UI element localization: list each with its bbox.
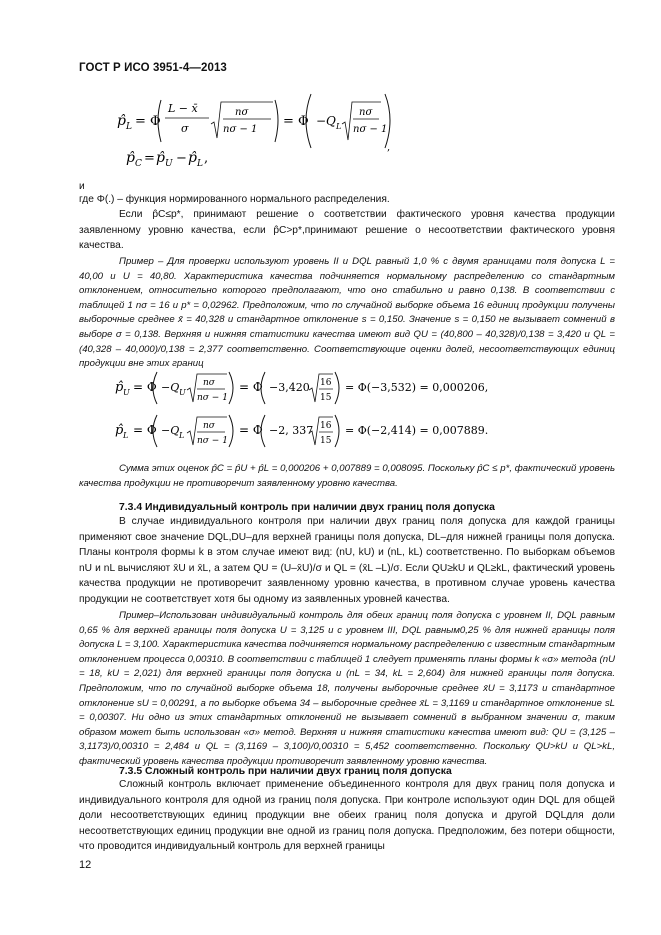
svg-text:= Φ: = Φ	[239, 380, 263, 394]
svg-text:−: −	[176, 151, 187, 166]
section-7-3-5-text: Сложный контроль включает применение объединенного контроля для двух границ поля допуска и индивидуального контроля для одной из границ поля допуска. При контроле используют один DQL для общей доли несоответствующих единиц продукции вне обеих границ поля допуска и другой DQLдля доли несоответствующих единиц продукции вне одной из границ поля допуска. Предположим, без потери общности, что проводится индивидуальный контроль для верхней границы	[79, 779, 615, 853]
formula-pl	[113, 413, 513, 449]
svg-text:L: L	[197, 159, 203, 169]
formula-pc	[124, 147, 244, 171]
document-header: ГОСТ Р ИСО 3951-4—2013	[79, 62, 227, 74]
svg-text:16: 16	[320, 421, 332, 431]
svg-text:L: L	[126, 122, 132, 132]
svg-text:nσ: nσ	[235, 107, 249, 118]
svg-text:−2, 337: −2, 337	[269, 424, 314, 437]
svg-text:L: L	[336, 122, 342, 131]
svg-text:15: 15	[320, 436, 332, 446]
svg-text:σ: σ	[181, 122, 189, 135]
svg-text:= Φ: = Φ	[133, 423, 157, 437]
svg-text:nσ: nσ	[203, 378, 215, 388]
svg-text:p̂: p̂	[188, 150, 197, 166]
page-number: 12	[79, 859, 92, 871]
svg-text:= Φ: = Φ	[133, 380, 157, 394]
svg-text:nσ − 1: nσ − 1	[223, 124, 258, 135]
text-where: где Φ(.) – функция нормированного нормального распределения.	[79, 194, 390, 205]
svg-text:15: 15	[320, 393, 332, 403]
example-1: Пример – Для проверки используют уровень II и DQL равный 1,0 % с двумя границами поля допуска L = 40,00 и U = 40,80. Характеристика качества подчиняется нормальному распределению со стандартным отклонением, относительно которого предполагают, что оно стабильно и равно 0,138. В соответствии с таблицей 1 nσ = 16 и p* = 0,02962. Предположим, что по случайной выборке объема 16 единиц продукции получены выборочные среднее x̄ = 40,328 и стандартное отклонение s = 0,150. Значение s = 0,150 не вызывает сомнений в выборе σ = 0,138. Верхняя и нижняя статистики качества имеют вид QU = (40,800 – 40,328)/0,138 = 3,420 и QL = (40,328 – 40,000)/0,138 = 2,377 соответственно. Соответствующие оценки долей, несоответствующих единиц продукции вне этих границ	[79, 256, 615, 370]
svg-text:nσ: nσ	[359, 107, 373, 118]
svg-text:=: =	[144, 151, 155, 166]
svg-text:nσ: nσ	[203, 421, 215, 431]
formula-pu	[113, 370, 513, 406]
svg-text:U: U	[123, 388, 130, 397]
svg-text:= Φ: = Φ	[283, 114, 309, 129]
svg-text:−Q: −Q	[161, 424, 180, 437]
svg-text:= Φ: = Φ	[239, 423, 263, 437]
svg-text:C: C	[135, 159, 142, 169]
svg-text:L: L	[179, 431, 185, 440]
formula-pl-graphic	[113, 413, 513, 449]
svg-text:nσ − 1: nσ − 1	[197, 393, 228, 403]
svg-text:−Q: −Q	[161, 381, 180, 394]
example-2: Пример–Использован индивидуальный контроль для обеих границ поля допуска с уровнем II, DQL равным 0,65 % для верхней границы поля допуска U = 3,125 и с уровнем III, DQL равным0,25 % для нижней границы поля допуска L = 3,100. Характеристика качества подчиняется нормальному распределению с известным стандартным отклонением процесса 0,00310. В соответствии с таблицей 1 следует применять планы формы k «σ» метода (nU = 18, kU = 2,021) для верхней границы поля допуска и (nL = 34, kL = 2,604) для нижней границы поля допуска. Предположим, что по случайной выборке объема 18, получены выборочные среднее x̄U = 3,1173 и стандартное отклонение sU = 0,00291, а по выборке объема 34 – выборочные среднее x̄L = 3,1169 и стандартное отклонение sL = 0,00307. Ни одно из этих стандартных отклонений не вызывает сомнений в выбранном значении σ, таким образом может быть использован «σ» метод. Верхняя и нижняя статистики качества имеют вид: QU = (3,125 – 3,1173)/0,00310 = 2,484 и QL = (3,1169 – 3,100)/0,00310 = 5,452 соответственно. Поскольку QU>kU и QL>kL, фактический уровень качества продукции противоречит заявленному уровню качества.	[79, 610, 615, 767]
svg-text:,: ,	[387, 142, 391, 153]
svg-text:−3,420: −3,420	[269, 381, 310, 394]
svg-text:,: ,	[204, 151, 209, 166]
section-7-3-4-heading: 7.3.4 Индивидуальный контроль при наличии двух границ поля допуска	[119, 502, 495, 513]
svg-text:p̂: p̂	[117, 113, 126, 129]
text-if-paragraph: Если p̂C≤p*, принимают решение о соответствии фактического уровня качества продукции заявленному уровню качества, если p̂C>p*,принимают решение о несоответствии фактического уровня качества.	[79, 209, 615, 252]
svg-text:L − x̄: L − x̄	[168, 102, 198, 115]
formula-pc-graphic	[124, 147, 244, 171]
svg-text:p̂: p̂	[115, 380, 124, 395]
section-7-3-5-heading: 7.3.5 Сложный контроль при наличии двух границ поля допуска	[119, 766, 452, 777]
text-and: и	[79, 181, 85, 192]
svg-text:U: U	[165, 159, 173, 169]
svg-text:nσ − 1: nσ − 1	[353, 124, 388, 135]
svg-text:p̂: p̂	[156, 150, 165, 166]
svg-text:L: L	[123, 431, 129, 440]
formula-pu-graphic	[113, 370, 513, 406]
sum-paragraph: Сумма этих оценок p̂C = p̂U + p̂L = 0,000206 + 0,007889 = 0,008095. Поскольку p̂C ≤ p*, фактический уровень качества продукции не противоречит заявленному уровню качества.	[79, 463, 615, 489]
svg-text:p̂: p̂	[126, 150, 135, 166]
svg-text:p̂: p̂	[115, 423, 124, 438]
svg-text:U: U	[179, 388, 186, 397]
svg-text:nσ − 1: nσ − 1	[197, 436, 228, 446]
svg-text:−Q: −Q	[316, 114, 336, 128]
svg-text:= Φ: = Φ	[135, 114, 161, 129]
svg-text:16: 16	[320, 378, 332, 388]
svg-text:= Φ(−2,414) = 0,007889.: = Φ(−2,414) = 0,007889.	[345, 424, 489, 437]
svg-text:= Φ(−3,532) = 0,000206,: = Φ(−3,532) = 0,000206,	[345, 381, 489, 394]
section-7-3-4-text: В случае индивидуального контроля при наличии двух границ поля допуска для каждой границы применяют свое значение DQL,DU–для верхней границы поля допуска, DL–для нижней границы поля допуска. Планы контроля формы k в этом случае имеют вид: (nU, kU) и (nL, kL) соответственно. По выборкам объемов nU и nL вычисляют x̄U и x̄L, а затем QU = (U–x̄U)/σ и QL = (x̄L –L)/σ. Если QU≥kU и QL≥kL, фактический уровень качества продукции не противоречит заявленному уровню качества, в противном случае уровень качества продукции не соответствует хотя бы одному из заявленных уровней качества.	[79, 516, 615, 605]
